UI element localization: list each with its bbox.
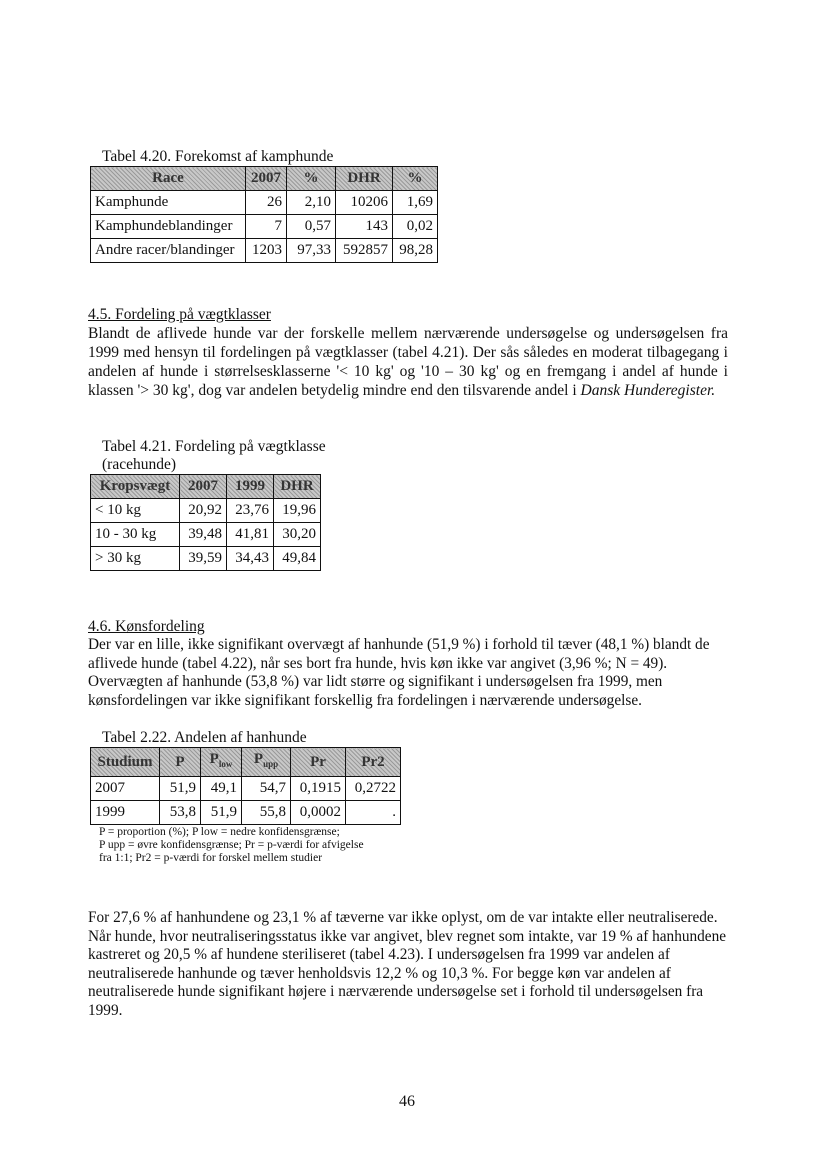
table-cell: 1203: [246, 239, 287, 263]
header-cell: [201, 748, 242, 777]
table-2-22: [90, 747, 401, 825]
table-cell: 0,0002: [291, 801, 346, 825]
table-cell: Kamphundeblandinger: [91, 215, 246, 239]
table-cell: 143: [336, 215, 393, 239]
header-cell: DHR: [336, 167, 393, 191]
table-cell: < 10 kg: [91, 499, 180, 523]
header-cell: %: [393, 167, 438, 191]
table-cell: 54,7: [242, 777, 291, 801]
header-cell: Pr2: [346, 748, 401, 777]
table-cell: 0,02: [393, 215, 438, 239]
table-cell: 7: [246, 215, 287, 239]
table-cell: 41,81: [227, 523, 274, 547]
table-cell: .: [346, 801, 401, 825]
header-cell: P: [160, 748, 201, 777]
table-cell: 55,8: [242, 801, 291, 825]
closing-paragraph: For 27,6 % af hanhundene og 23,1 % af tæverne var ikke oplyst, om de var intakte eller neutraliserede. Når hunde, hvor neutraliseringsstatus ikke var angivet, blev regnet som intakte, var 19 % af hanhundene kastreret og 20,5 % af hundene steriliseret (tabel 4.23). I undersøgelsen fra 1999 var andelen af neutraliserede hanhunde og tæver henholdsvis 12,2 % og 10,3 %. For begge køn var andelen af neutraliserede hunde signifikant højere i nærværende undersøgelse set i forhold til undersøgelsen fra 1999.: [88, 909, 727, 1019]
table-cell: 34,43: [227, 547, 274, 571]
table-cell: Kamphunde: [91, 191, 246, 215]
table-2-22-note-line2: P upp = øvre konfidensgrænse; Pr = p-værdi for afvigelse: [99, 839, 364, 851]
section-heading-4-6: 4.6. Kønsfordeling: [88, 618, 205, 635]
table-row: [91, 215, 438, 239]
table-2-22-caption: Tabel 2.22. Andelen af hanhunde: [102, 729, 307, 746]
table-4-20: [90, 166, 438, 263]
table-cell: 20,92: [180, 499, 227, 523]
header-subscript: upp: [263, 759, 279, 769]
table-row: [91, 239, 438, 263]
header-cell: 2007: [180, 475, 227, 499]
table-2-22-note-line1: P = proportion (%); P low = nedre konfidensgrænse;: [99, 826, 340, 838]
page-number: 46: [399, 1093, 415, 1110]
table-cell: 10 - 30 kg: [91, 523, 180, 547]
table-cell: Andre racer/blandinger: [91, 239, 246, 263]
table-cell: 2,10: [287, 191, 336, 215]
table-cell: 39,59: [180, 547, 227, 571]
table-cell: 0,2722: [346, 777, 401, 801]
header-text: P: [253, 751, 264, 767]
table-cell: > 30 kg: [91, 547, 180, 571]
table-header-row: [91, 475, 321, 499]
table-cell: 53,8: [160, 801, 201, 825]
table-cell: 51,9: [201, 801, 242, 825]
header-cell: DHR: [274, 475, 321, 499]
table-cell: 0,1915: [291, 777, 346, 801]
table-row: [91, 499, 321, 523]
header-cell: 1999: [227, 475, 274, 499]
header-cell: Pr: [291, 748, 346, 777]
section-4-5-paragraph: [88, 324, 728, 400]
table-cell: 98,28: [393, 239, 438, 263]
table-2-22-note-line3: fra 1:1; Pr2 = p-værdi for forskel mellem studier: [99, 852, 323, 864]
table-cell: 10206: [336, 191, 393, 215]
table-cell: 1,69: [393, 191, 438, 215]
header-cell: Kropsvægt: [91, 475, 180, 499]
table-4-20-caption: Tabel 4.20. Forekomst af kamphunde: [102, 148, 334, 165]
section-heading-4-5: 4.5. Fordeling på vægtklasser: [88, 306, 271, 323]
paragraph-text: Blandt de aflivede hunde var der forskelle mellem nærværende undersøgelse og undersøgelsen fra 1999 med hensyn til fordelingen på vægtklasser (tabel 4.21). Der sås således en moderat tilbagegang i andelen af hunde i størrelsesklasserne '< 10 kg' og '10 – 30 kg' og en fremgang i andel af hunde i klassen '> 30 kg', dog var andelen betydelig mindre end den tilsvarende andel i: [88, 325, 728, 399]
table-row: [91, 777, 401, 801]
table-row: [91, 523, 321, 547]
paragraph-italic-text: Dansk Hunderegister.: [580, 382, 716, 399]
header-cell: Race: [91, 167, 246, 191]
table-cell: 0,57: [287, 215, 336, 239]
table-cell: 97,33: [287, 239, 336, 263]
section-4-6-paragraph: Der var en lille, ikke signifikant overvægt af hanhunde (51,9 %) i forhold til tæver (48,1 %) blandt de aflivede hunde (tabel 4.22), når ses bort fra hunde, hvis køn ikke var angivet (3,96 %; N = 49). Overvægten af hanhunde (53,8 %) var lidt større og signifikant i undersøgelsen fra 1999, men kønsfordelingen var ikke signifikant forskellig fra fordelingen i nærværende undersøgelse.: [88, 636, 710, 709]
table-cell: 51,9: [160, 777, 201, 801]
table-cell: 26: [246, 191, 287, 215]
table-cell: 23,76: [227, 499, 274, 523]
table-row: [91, 801, 401, 825]
table-cell: 19,96: [274, 499, 321, 523]
table-cell: 1999: [91, 801, 160, 825]
table-4-21-caption-line2: (racehunde): [102, 456, 177, 473]
table-cell: 30,20: [274, 523, 321, 547]
header-cell: 2007: [246, 167, 287, 191]
table-4-21-caption: Tabel 4.21. Fordeling på vægtklasse: [102, 438, 326, 455]
table-row: [91, 191, 438, 215]
table-cell: 592857: [336, 239, 393, 263]
table-4-21: [90, 474, 321, 571]
table-cell: 2007: [91, 777, 160, 801]
header-subscript: low: [218, 759, 233, 769]
table-header-row: [91, 167, 438, 191]
header-cell: Studium: [91, 748, 160, 777]
table-cell: 49,84: [274, 547, 321, 571]
header-cell: %: [287, 167, 336, 191]
table-cell: 39,48: [180, 523, 227, 547]
table-row: [91, 547, 321, 571]
table-header-row: [91, 748, 401, 777]
header-cell: [242, 748, 291, 777]
table-cell: 49,1: [201, 777, 242, 801]
header-text: P: [209, 751, 219, 767]
